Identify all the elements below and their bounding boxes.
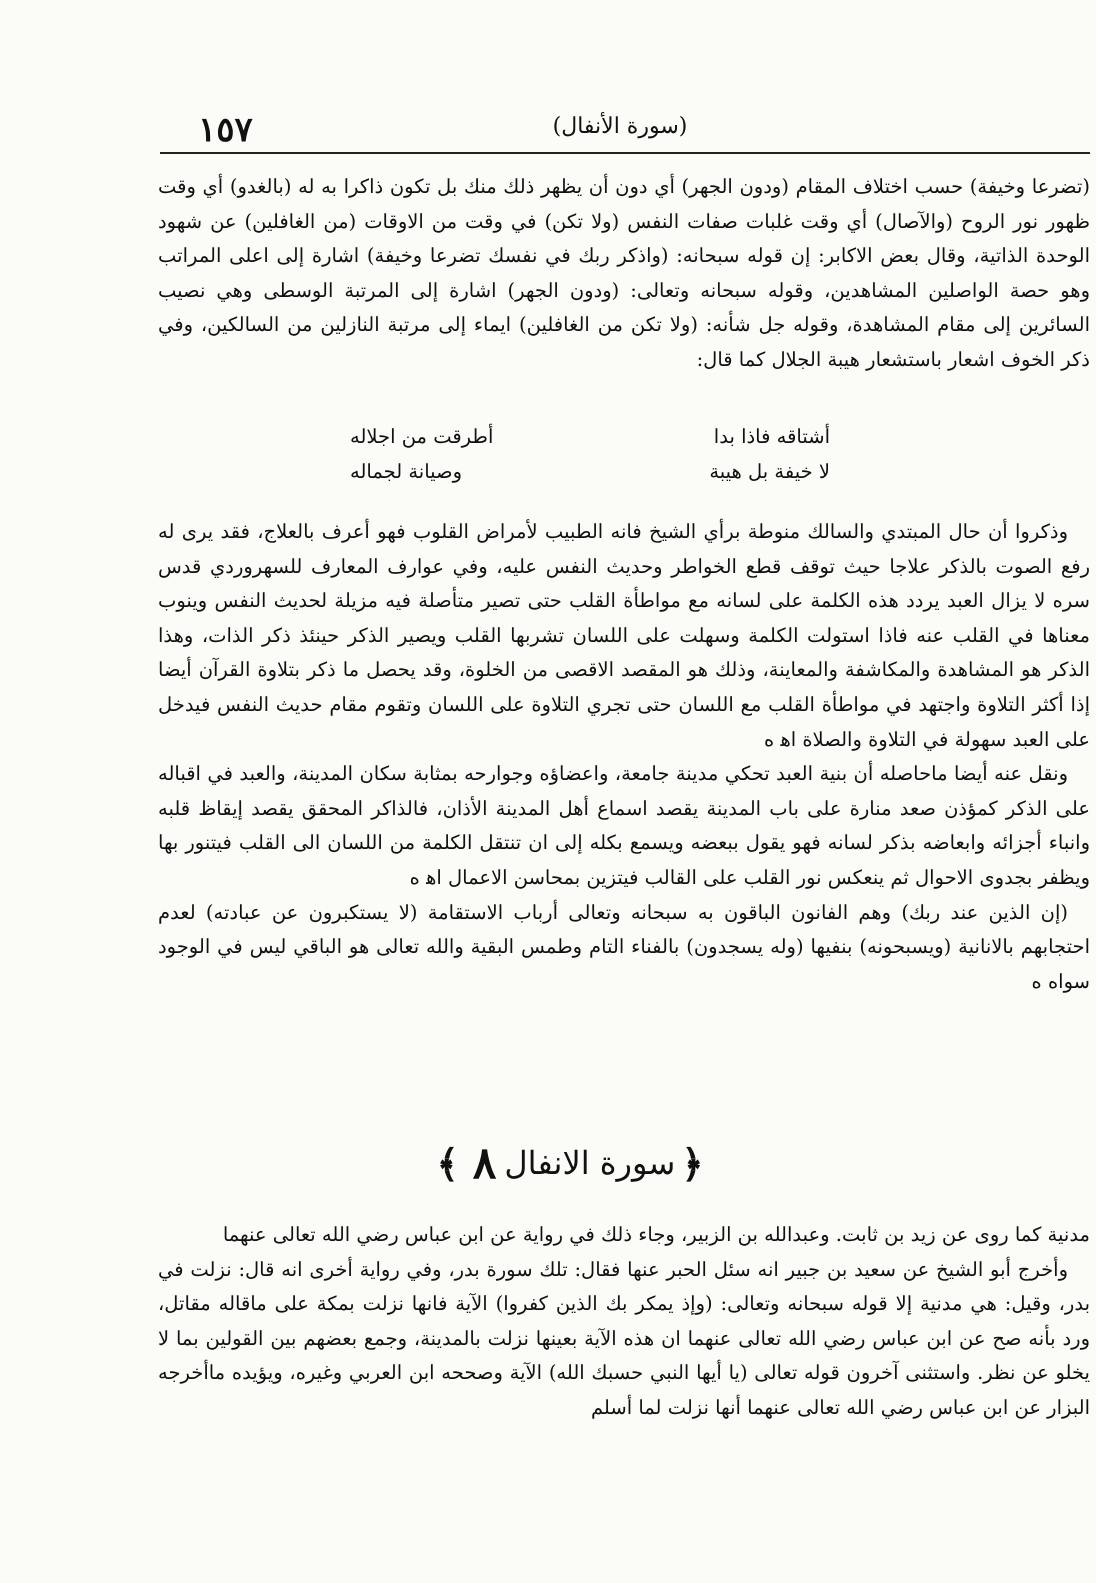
chapter-number: ٨ (472, 1137, 497, 1189)
paragraph: (إن الذين عند ربك) وهم الفانون الباقون به سبحانه وتعالى أرباب الاستقامة (لا يستكبرون عن عبادته) لعدم احتجابهم بالانانية (ويسبحونه) بنفيها (وله يسجدون) بالفناء التام وطمس البقية والله تعالى هو الباقي ليس في الوجود سواه ه (158, 900, 1090, 993)
paragraph: (تضرعا وخيفة) حسب اختلاف المقام (ودون الجهر) أي دون أن يظهر ذلك منك بل تكون ذاكرا به له (بالغدو) أي وقت ظهور نور الروح (والآصال) أي وقت غلبات صفات النفس (ولا تكن) في وقت من الاوقات (من الغافلين) عن شهود الوحدة الذاتية، وقال بعض الاكابر: إن قوله سبحانه: (واذكر ربك في نفسك تضرعا وخيفة) اشارة إلى اعلى المراتب وهو حصة الواصلين المشاهدين، وقوله سبحانه وتعالى: (ودون الجهر) اشارة إلى المرتبة الوسطى وهي نصيب السائرين إلى مقام المشاهدة، وقوله جل شأنه: (ولا تكن من الغافلين) ايماء إلى مرتبة النازلين من السالكين، وفي ذكر الخوف اشعار باستشعار هيبة الجلال كما قال: (158, 175, 1090, 371)
paragraph: وأخرج أبو الشيخ عن سعيد بن جبير انه سئل الحبر عنها فقال: تلك سورة بدر، وفي رواية أخرى انه قال: نزلت في بدر، وقيل: هي مدنية إلا قوله سبحانه وتعالى: (وإذ يمكر بك الذين كفروا) الآية فانها نزلت بمكة على ماقاله مقاتل، ورد بأنه صح عن ابن عباس رضي الله تعالى عنهما ان هذه الآية بعينها نزلت بالمدينة، وجمع بعضهم بين القولين بما لا يخلو عن نظر. واستثنى آخرون قوله تعالى (يا أيها النبي حسبك الله) الآية وصححه ابن العربي وغيره، ويؤيده ماأخرجه البزار عن ابن عباس رضي الله تعالى عنهما أنها نزلت لما أسلم (158, 1257, 1090, 1419)
verse-line (350, 455, 830, 490)
verse-line (350, 420, 830, 455)
paragraph: وذكروا أن حال المبتدي والسالك منوطة برأي الشيخ فانه الطبيب لأمراض القلوب فهو أعرف بالعلاج، فقد يرى له رفع الصوت بالذكر علاجا حيث توقف قطع الخواطر وحديث النفس عليه، وفي عوارف المعارف للسهروردي قدس سره لا يزال العبد يردد هذه الكلمة على لسانه مع مواطأة القلب حتى تصير متأصلة فيه مزيلة لحديث النفس وينوب معناها في القلب عنه فاذا استولت الكلمة وسهلت على اللسان تشربها القلب ويصير الذكر حينئذ ذكر الذات، وهذا الذكر هو المشاهدة والمكاشفة والمعاينة، وذلك هو المقصد الاقصى من الخلوة، وقد يحصل ما ذكر بتلاوة القرآن أيضا إذا أكثر التلاوة واجتهد في مواطأة القلب مع اللسان حتى تجري التلاوة على اللسان وتقوم مقام حديث النفس فيدخل على العبد سهولة في التلاوة والصلاة اه‍ ه (158, 520, 1090, 751)
middle-text-block (158, 515, 1090, 999)
upper-text-block (158, 170, 1090, 378)
verse-block (350, 420, 830, 489)
ornate-bracket-close: ﴾ (436, 1140, 459, 1186)
chapter-title: سورة الانفال (504, 1144, 676, 1182)
running-title: (سورة الأنفال) (552, 114, 688, 139)
verse-hemistich-right: لا خيفة بل هيبة (709, 459, 830, 483)
header-rule (160, 152, 1090, 154)
verse-hemistich-left: وصيانة لجماله (350, 459, 463, 483)
paragraph: ونقل عنه أيضا ماحاصله أن بنية العبد تحكي مدينة جامعة، واعضاؤه وجوارحه بمثابة سكان المدينة، والعبد في اقباله على الذكر كمؤذن صعد منارة على باب المدينة يقصد اسماع أهل المدينة الأذان، فالذاكر المحقق يقصد إيقاظ قلبه وانباء أجزائه وابعاضه بذكر لسانه فهو يقول ببعضه ويسمع بكله إلى ان تنتقل الكلمة من اللسان الى القلب فيتنور بها ويظفر بجدوى الاحوال ثم ينعكس نور القلب على القالب فيتزين بمحاسن الاعمال اه‍ ه (158, 762, 1090, 889)
ornate-bracket-open: ﴿ (681, 1140, 704, 1186)
paragraph: مدنية كما روى عن زيد بن ثابت. وعبدالله بن الزبير، وجاء ذلك في رواية عن ابن عباس رضي الله تعالى عنهما (222, 1223, 1090, 1246)
page-number: ١٥٧ (198, 110, 253, 150)
chapter-heading (370, 1128, 770, 1198)
verse-hemistich-left: أطرقت من اجلاله (350, 425, 494, 448)
verse-hemistich-right: أشتاقه فاذا بدا (713, 425, 830, 448)
page-header (160, 108, 1090, 152)
lower-text-block (158, 1218, 1090, 1426)
